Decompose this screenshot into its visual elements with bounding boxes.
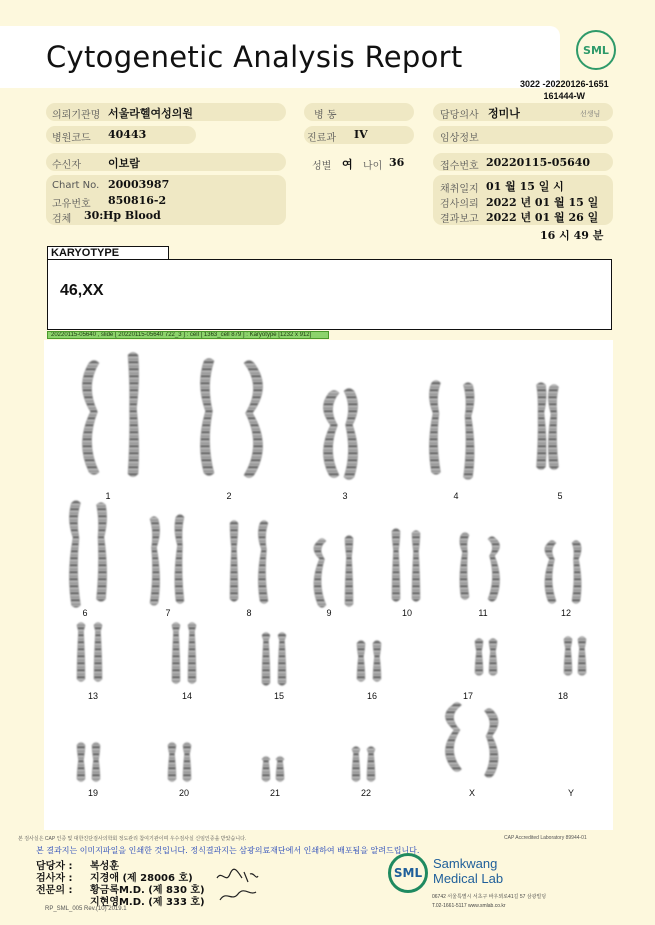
report-number-line1: 3022 -20220126-1651: [520, 79, 609, 89]
chrom-label-9: 9: [326, 608, 332, 618]
doctor-suffix: 선생님: [580, 110, 601, 118]
result-time: 16 시 49 분: [540, 229, 604, 242]
chrom-label-21: 21: [269, 788, 280, 798]
chromosome-5: [323, 391, 339, 478]
chromosome-38: [92, 743, 100, 782]
chrom-label-8: 8: [246, 608, 252, 618]
chromosome-44: [367, 747, 375, 782]
doctor-label: 담당의사: [440, 110, 479, 121]
chromosome-32: [373, 641, 381, 682]
chrom-label-4: 4: [453, 491, 459, 501]
request-label: 검사의뢰: [440, 199, 479, 210]
samkwang-logo: SML: [388, 853, 428, 893]
chromosome-36: [578, 637, 586, 676]
hospital-value: 서울라헬여성의원: [108, 107, 194, 120]
chromosome-22: [488, 537, 500, 602]
chromosome-13: [150, 517, 160, 606]
chromosome-39: [168, 743, 176, 782]
chrom-label-15: 15: [273, 691, 284, 701]
request-value: 2022 년 01 월 15 일: [486, 196, 599, 209]
chromosome-45: [445, 703, 461, 772]
chromosome-21: [460, 533, 469, 600]
chrom-label-14: 14: [181, 691, 192, 701]
chromosome-3: [200, 359, 214, 476]
expert-name-1: 황금록M.D. (제 830 호): [90, 885, 205, 896]
collect-label: 채취일지: [440, 184, 479, 195]
chrom-label-13: 13: [87, 691, 98, 701]
phone-line: T.02-1661-5117 www.smlab.co.kr: [432, 903, 506, 909]
chrom-label-22: 22: [360, 788, 371, 798]
chromosome-42: [276, 757, 284, 782]
id-value: 850816-2: [108, 194, 167, 207]
chromosome-27: [172, 623, 180, 684]
samkwang-name-line1: Samkwang: [433, 856, 498, 871]
chrom-label-3: 3: [342, 491, 348, 501]
chrom-label-11: 11: [478, 608, 488, 618]
id-label: 고유번호: [52, 199, 91, 210]
chrom-label-y: Y: [567, 788, 574, 798]
chromosome-18: [345, 536, 353, 607]
hospital-code-value: 40443: [108, 128, 147, 141]
signature: [214, 866, 260, 906]
age-value: 36: [389, 156, 405, 169]
chromosome-19: [392, 529, 400, 602]
manager-label: 담당자 :: [36, 861, 73, 872]
karyogram-panel: [44, 340, 613, 830]
chromosome-43: [352, 747, 360, 782]
chromosome-25: [77, 623, 85, 682]
clinical-label: 임상정보: [440, 133, 479, 144]
chrom-label-6: 6: [82, 608, 88, 618]
karyotype-box: [47, 259, 612, 330]
chromosome-14: [175, 515, 184, 604]
chromosome-37: [77, 743, 85, 782]
chart-value: 20003987: [108, 178, 170, 191]
chromosome-31: [357, 641, 365, 682]
manager-name: 복성훈: [90, 861, 119, 872]
form-number: RP_SML_005 Rev.(10) 2019.1: [45, 906, 127, 912]
report-number-line2: 161444-W: [543, 91, 586, 101]
recipient-pill: [46, 153, 286, 171]
result-label: 결과보고: [440, 214, 479, 225]
chromosome-9: [537, 383, 547, 470]
receipt-label: 접수번호: [440, 161, 479, 172]
chromosome-11: [69, 501, 80, 608]
sml-logo: SML: [576, 30, 616, 70]
ward-label: 병 동: [314, 110, 337, 121]
chromosome-30: [278, 633, 286, 686]
fine-print: 본 검사실은 CAP 인증 및 대한진단검사의학회 정도관리 참여기관이며 우수검사실 신임인증을 받았습니다.: [18, 836, 247, 842]
chrom-label-2: 2: [226, 491, 232, 501]
chrom-label-16: 16: [366, 691, 377, 701]
doctor-value: 정미나: [488, 107, 520, 120]
recipient-value: 이보람: [108, 157, 140, 170]
cap-accreditation: CAP Accredited Laboratory 89944-01: [504, 835, 587, 841]
chromosome-34: [489, 639, 497, 676]
specimen-label: 검체: [52, 214, 72, 225]
chart-label: Chart No.: [52, 180, 100, 191]
chromosome-12: [97, 503, 107, 602]
karyotype-label: KARYOTYPE: [47, 246, 169, 260]
samkwang-name-line2: Medical Lab: [433, 871, 504, 886]
chromosome-33: [475, 639, 483, 676]
chromosome-2: [128, 353, 139, 477]
chromosome-6: [344, 389, 358, 480]
chromosome-40: [183, 743, 191, 782]
dept-value: IV: [354, 128, 368, 141]
chromosome-20: [412, 531, 420, 602]
chrom-label-5: 5: [557, 491, 563, 501]
tester-name: 지경애 (제 28006 호): [90, 873, 193, 884]
chromosome-35: [564, 637, 572, 676]
chrom-label-7: 7: [165, 608, 171, 618]
sex-value: 여: [342, 158, 353, 171]
samkwang-name: [433, 856, 503, 886]
chromosome-23: [545, 541, 556, 604]
dept-label: 진료과: [307, 133, 336, 144]
expert-name-2: 지현영M.D. (제 333 호): [90, 897, 205, 908]
notice-text: 본 결과지는 이미지파일을 인쇄한 것입니다. 정식결과지는 삼광의료재단에서 인쇄하여 배포됨을 알려드립니다.: [36, 846, 420, 855]
recipient-label: 수신자: [52, 160, 81, 171]
chromosome-26: [94, 623, 102, 682]
age-label: 나이: [363, 161, 383, 172]
chrom-label-18: 18: [557, 691, 568, 701]
image-caption: 20220115-05640 , slide [ 20220115-05640 722_3 ] : cell [ 1363_cell 879 ] : Karyotype [1232 x 912]: [47, 331, 329, 339]
hospital-code-label: 병원코드: [52, 133, 91, 144]
chromosome-16: [258, 521, 268, 604]
hospital-label: 의뢰기관명: [52, 110, 101, 121]
karyogram-image: [44, 340, 613, 830]
chromosome-24: [572, 541, 581, 604]
specimen-value: Hp Blood: [103, 209, 161, 222]
chrom-label-1: 1: [105, 491, 111, 501]
chrom-label-x: X: [468, 788, 475, 798]
chrom-label-17: 17: [462, 691, 473, 701]
chromosome-10: [548, 385, 558, 470]
chromosome-46: [485, 709, 499, 778]
chromosome-17: [314, 539, 326, 608]
chromosome-8: [464, 383, 475, 480]
chrom-label-12: 12: [560, 608, 571, 618]
chromosome-29: [262, 633, 270, 686]
address-line: 06742 서울특별시 서초구 바우뫼로41길 57 삼광빌딩: [432, 894, 547, 900]
samkwang-address: [432, 893, 546, 911]
chrom-label-20: 20: [178, 788, 189, 798]
tester-label: 검사자 :: [36, 873, 73, 884]
karyotype-value: 46,XX: [60, 282, 104, 299]
chrom-label-10: 10: [401, 608, 412, 618]
chromosome-1: [82, 361, 99, 475]
chrom-label-19: 19: [87, 788, 98, 798]
result-value: 2022 년 01 월 26 일: [486, 211, 599, 224]
collect-value: 01 월 15 일 시: [486, 180, 564, 193]
chromosome-15: [230, 521, 238, 602]
chromosome-7: [429, 381, 440, 475]
specimen-code: 30:: [84, 209, 104, 222]
sex-label: 성별: [312, 161, 332, 172]
receipt-value: 20220115-05640: [486, 156, 591, 169]
report-title: Cytogenetic Analysis Report: [46, 40, 463, 74]
chromosome-28: [188, 623, 196, 684]
expert-label: 전문의 :: [36, 885, 73, 896]
report-number: [520, 78, 609, 102]
chromosome-41: [262, 757, 270, 782]
chromosome-4: [244, 361, 263, 478]
